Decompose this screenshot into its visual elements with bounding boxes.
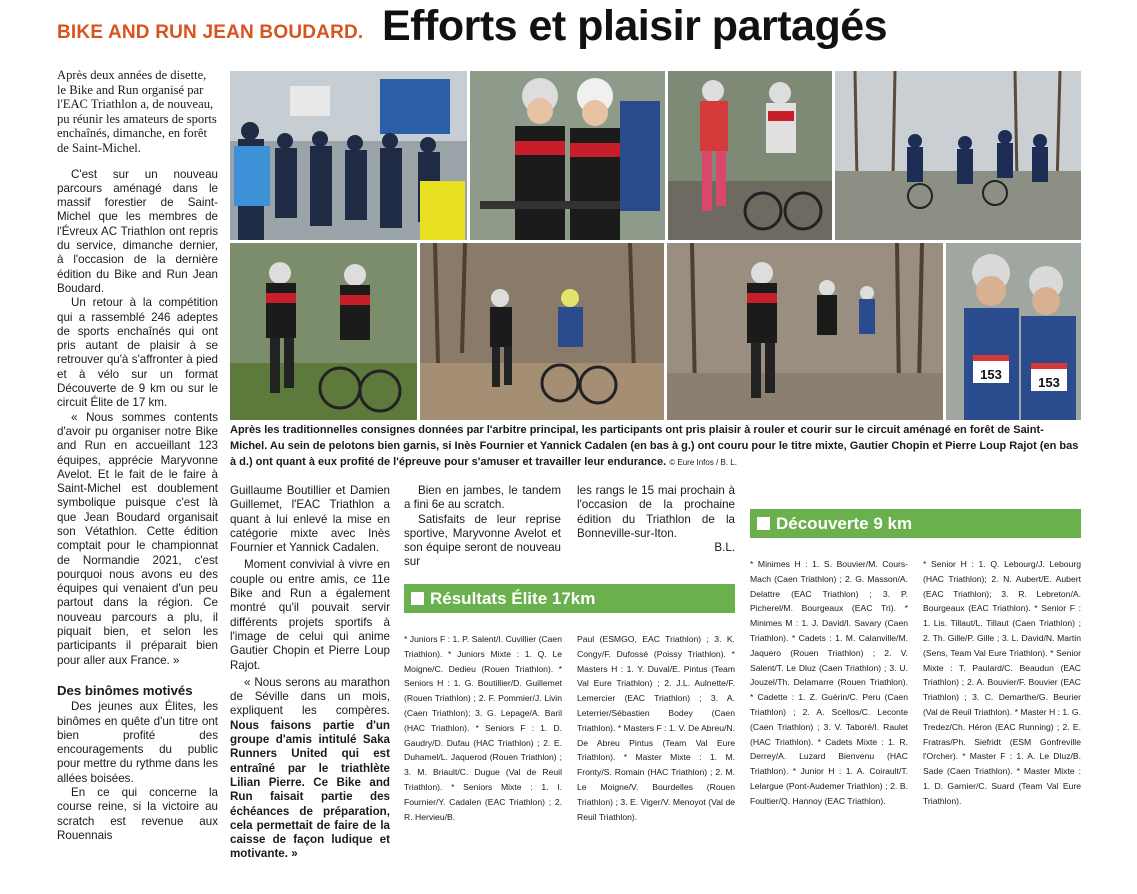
article-paragraph: Un retour à la compétition qui a rassemblé 246 adeptes de sports enchaînés qui ont pris autant de plaisir à se retrouver qu'à s'affronter à pied et à vélo sur un format Découverte de 9 km ou sur le circuit Élite de 17 km.: [57, 296, 218, 410]
article-lead: Après deux années de disette, le Bike and Run organisé par l'EAC Triathlon a, de nouveau, pu réunir les amateurs de sports enchaînés, dimanche, en forêt de Saint-Michel.: [57, 68, 217, 155]
results-decouverte-column-1: * Minimes H : 1. S. Bouvier/M. Cours-Mach (Caen Triathlon) ; 2. G. Masson/A. Delattre (EAC Triathlon) ; 3. P. Picherel/M. Bourgeaux (EAC Tri). * Minimes M : 1. J. David/I. Savary (Caen Triathlon). * Cadets : 1. M. Calanville/M. Jaquero (Rouen Triathlon) ; 2. V. Salent/T. Le Dluz (Caen Triathlon) ; 3. U. Jouzel/Th. Delamarre (Rouen Triathlon). * Cadette : 1. Z. Guérin/C. Peru (Caen Triathlon) ; 2. A. Scellos/C. Leconte (Caen Triathlon) ; 3. V. Taboré/I. Raulet (HAC Triathlon). * Cadets Mixte : 1. R. Derrey/A. Luzard Bienvenu (HAC Triathlon). * Junior H : 1. A. Coirault/T. Lelargue (Pont-Audemer Triathlon) ; 2. B. Foultier/Q. Hannoy (EAC Triathlon).: [750, 559, 908, 806]
article-column-4: [577, 484, 735, 555]
article-paragraph: Moment convivial à vivre en couple ou entre amis, ce 11e Bike and Run a également montré qu'il pouvait servir différents projets sportifs à l'image de celui qui anime Gautier Chopin et Pierre Loup Rajot.: [230, 558, 390, 672]
article-paragraph: Guillaume Boutillier et Damien Guillemet, l'EAC Triathlon a quant à lui enlevé la mise en catégorie mixte avec Inès Fournier et Yannick Cadalen.: [230, 484, 390, 555]
bib-number: 153: [980, 367, 1002, 382]
author-signature: B.L.: [714, 541, 735, 555]
caption-text: Après les traditionnelles consignes données par l'arbitre principal, les participants ont pris plaisir à rouler et courir sur le circuit aménagé en forêt de Saint-Michel. Au sein de pelotons bien garnis, si Inès Fournier et Yannick Cadalen (en bas à g.) ont couru pour le titre mixte, Gautier Chopin et Pierre Loup Rajot (en bas à d.) ont quant à eux profité de l'épreuve pour s'amuser et travailler leur endurance.: [230, 424, 1079, 468]
photo-start-briefing: [230, 71, 467, 240]
photo-runners-woods: [667, 243, 943, 420]
results-decouverte-column-2: * Senior H : 1. Q. Lebourg/J. Lebourg (HAC Triathlon); 2. N. Aubert/E. Aubert (EAC Triathlon); 3. R. Lebreton/A. Bourgeaux (EAC Triathlon). * Senior F : 1. Lis. Tillaut/L. Tillaut (Caen Triathlon) ; 2. Th. Gille/P. Gille ; 3. L. David/N. Martin (Sens, Team Val Eure Triathlon). * Senior Mixte : T. Paulard/C. Beaudun (EAC Triathlon) ; 2. A. Bouvier/F. Bouvier (EAC Triathlon) ; 3. C. Demarthe/G. Beurier (Val de Reuil Triathlon). * Master H : 1. G. Tredez/Ch. Héron (EAC Running) ; 2. E. Fratras/Ph. Siefridt (ESM Gonfreville l'Orcher). * Master F : 1. A. Le Dluz/B. Sade (Caen Triathlon). * Master Mixte : 1. D. Garnier/C. Suard (Team Val Eure Triathlon).: [923, 559, 1081, 806]
article-column-2: [230, 484, 390, 862]
photo-young-riders: [470, 71, 665, 240]
bib-number: 153: [1038, 375, 1060, 390]
photo-mixte-duo: [230, 243, 417, 420]
article-paragraph: les rangs le 15 mai prochain à l'occasion de la prochaine édition du Triathlon de la Bonneville-sur-Iton.: [577, 484, 735, 540]
article-column-1: [57, 68, 218, 843]
photo-caption: [230, 422, 1081, 471]
article-kicker: BIKE AND RUN JEAN BOUDARD.: [57, 22, 364, 43]
article-quote: « Nous serons au marathon de Séville dans un mois, expliquent les compères. Nous faisons partie d'un groupe d'amis intitulé Saka Runners United qui est entraîné par le triathlète Lilian Pierre. Ce Bike and Run faisait partie des échéances de préparation, cela permettait de faire de la caisse de façon ludique et motivante. »: [230, 675, 390, 861]
article-paragraph: C'est sur un nouveau parcours aménagé dans le massif forestier de Saint-Michel que les membres de l'Évreux AC Triathlon ont repris du service, dimanche dernier, à l'occasion de la dernière édition du Bike and Run Jean Boudard.: [57, 167, 218, 295]
photo-credit: © Eure Infos / B. L.: [669, 458, 737, 467]
article-subheading: Des binômes motivés: [57, 682, 193, 698]
results-elite-column-2: Paul (ESMGO, EAC Triathlon) ; 3. K. Congy/F. Dufossé (Poissy Triathlon). * Masters H : 1. Y. Duval/E. Pintus (Team Val Eure Triathlon) ; 2. J.L. Aulnette/F. Lemercier (EAC Triathlon) ; 3. A. Leterrier/Sébastien Bodey (Caen Triathlon). * Masters F : 1. V. De Abreu/N. De Abreu Pintus (Team Val Eure Triathlon). * Master Mixte : 1. M. Fronty/S. Romain (HAC Triathlon) ; 2. M. Le Moigne/V. Bourdelles (Rouen Triathlon) ; 3. E. Viger/V. Menoyot (Val de Reuil Triathlon).: [577, 634, 735, 822]
article-headline: Efforts et plaisir partagés: [382, 2, 888, 50]
results-elite-heading: Résultats Élite 17km: [404, 584, 735, 613]
photo-kids-running: [668, 71, 832, 240]
photo-collage: [230, 71, 1081, 420]
photo-finishers-portrait: [946, 243, 1081, 420]
article-quote: « Nous sommes contents d'avoir pu organiser notre Bike and Run en accueillant 123 équipes, apprécie Maryvonne Avelot. Et le fait de le faire à Saint-Michel est doublement symbolique puisque c'est là que Jean Boudard organisait son Vétathlon. Cette édition comptait pour le championnat de Normandie 2021, c'est pourquoi nous avons eu des équipes qui venaient d'un peu partout dans la région. Ce nouveau parcours a plu, il piquait bien, et selon les participants il préparait bien pour aller aux France. »: [57, 410, 218, 667]
photo-forest-trail: [420, 243, 664, 420]
photo-forest-peloton: [835, 71, 1081, 240]
article-column-3: [404, 484, 561, 570]
article-paragraph: Satisfaits de leur reprise sportive, Maryvonne Avelot et son équipe seront de nouveau sur: [404, 512, 561, 569]
article-paragraph: Des jeunes aux Élites, les binômes en quête d'un titre ont bien profité des encouragements du public pour mettre du rythme dans les allées boisées.: [57, 700, 218, 785]
results-elite-column-1: * Juniors F : 1. P. Salent/I. Cuvillier (Caen Triathlon). * Juniors Mixte : 1. Q. Le Moigne/C. Dedieu (Rouen Triathlon). * Seniors H : 1. G. Boutillier/D. Guillemet (Rouen Triathlon) ; 2. F. Pommier/J. Livin (Caen Triathlon); 3. G. Lepage/A. Baril (HAC Triathlon). * Seniors F : 1. D. Gaudry/D. Dufau (HAC Triathlon) ; 2. E. Duhamel/L. Jaquerod (Rouen Triathlon) ; 3. M. Briault/C. Dugue (Val de Reuil Triathlon). * Seniors Mixte : 1. I. Fournier/Y. Cadalen (EAC Triathlon) ; 2. R. Hervieu/B.: [404, 634, 562, 822]
results-decouverte-heading: Découverte 9 km: [750, 509, 1081, 538]
article-paragraph: En ce qui concerne la course reine, si la victoire au scratch est revenue aux Rouennais: [57, 786, 218, 842]
article-paragraph: Bien en jambes, le tandem a fini 6e au scratch.: [404, 484, 561, 512]
